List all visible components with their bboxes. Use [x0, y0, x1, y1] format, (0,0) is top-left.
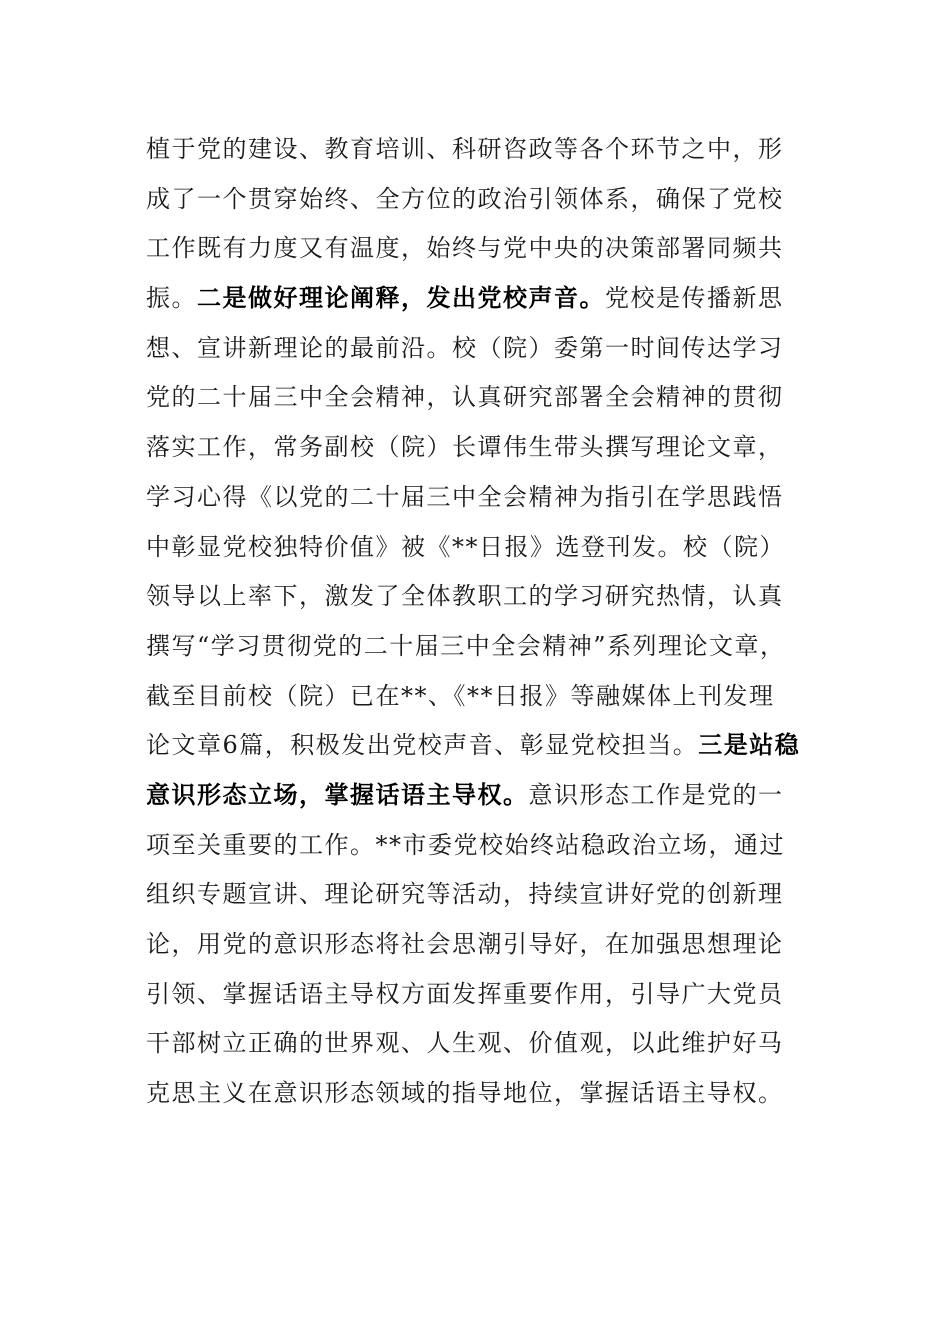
- text-segment: 截至目前校（院）已在**、《**日报》等融媒体上刊发理: [146, 681, 775, 710]
- text-segment: 引领、掌握话语主导权方面发挥重要作用，引导广大党员: [146, 979, 784, 1008]
- text-line: [146, 622, 816, 672]
- text-line: [146, 870, 816, 920]
- text-line: [146, 572, 816, 622]
- text-segment: 党的二十届三中全会精神，认真研究部署全会精神的贯彻: [146, 383, 784, 412]
- text-segment: 意识形态工作是党的一: [528, 780, 784, 809]
- text-line: [146, 821, 816, 871]
- text-line: [146, 224, 816, 274]
- text-segment: 项至关重要的工作。**市委党校始终站稳政治立场，通过: [146, 830, 785, 859]
- text-line: [146, 473, 816, 523]
- text-line: [146, 125, 816, 175]
- bold-heading-segment: 三是站稳: [698, 731, 801, 760]
- text-segment: 想、宣讲新理论的最前沿。校（院）委第一时间传达学习: [146, 333, 784, 362]
- text-segment: 论文章6篇，积极发出党校声音、彰显党校担当。: [146, 731, 699, 760]
- text-line: [146, 274, 816, 324]
- text-line: [146, 423, 816, 473]
- text-segment: 组织专题宣讲、理论研究等活动，持续宣讲好党的创新理: [146, 880, 784, 909]
- text-segment: 工作既有力度又有温度，始终与党中央的决策部署同频共: [146, 234, 784, 263]
- body-paragraph: [146, 125, 816, 1119]
- text-segment: 落实工作，常务副校（院）长谭伟生带头撰写理论文章，: [146, 433, 784, 462]
- text-line: [146, 721, 816, 771]
- text-segment: 党校是传播新思: [605, 284, 784, 313]
- text-line: [146, 523, 816, 573]
- text-segment: 克思主义在意识形态领域的指导地位，掌握话语主导权。: [146, 1079, 784, 1108]
- text-segment: 中彰显党校独特价值》被《**日报》选登刊发。校（院）: [146, 532, 785, 561]
- text-line: [146, 324, 816, 374]
- text-line: [146, 672, 816, 722]
- text-line: [146, 373, 816, 423]
- text-segment: 学习心得《以党的二十届三中全会精神为指引在学思践悟: [146, 482, 784, 511]
- text-segment: 成了一个贯穿始终、全方位的政治引领体系，确保了党校: [146, 184, 784, 213]
- text-line: [146, 175, 816, 225]
- text-line: [146, 970, 816, 1020]
- bold-heading-segment: 二是做好理论阐释，发出党校声音。: [197, 284, 605, 313]
- text-segment: 振。: [146, 284, 197, 313]
- text-segment: 植于党的建设、教育培训、科研咨政等各个环节之中，形: [146, 135, 784, 163]
- bold-heading-segment: 意识形态立场，掌握话语主导权。: [146, 780, 529, 809]
- text-segment: 论，用党的意识形态将社会思潮引导好，在加强思想理论: [146, 930, 784, 958]
- text-segment: 撰写“学习贯彻党的二十届三中全会精神”系列理论文章，: [146, 631, 786, 660]
- text-segment: 干部树立正确的世界观、人生观、价值观，以此维护好马: [146, 1029, 784, 1058]
- text-line: [146, 771, 816, 821]
- text-line: [146, 1069, 816, 1119]
- text-line: [146, 1019, 816, 1069]
- text-line: [146, 920, 816, 970]
- text-segment: 领导以上率下，激发了全体教职工的学习研究热情，认真: [146, 582, 784, 611]
